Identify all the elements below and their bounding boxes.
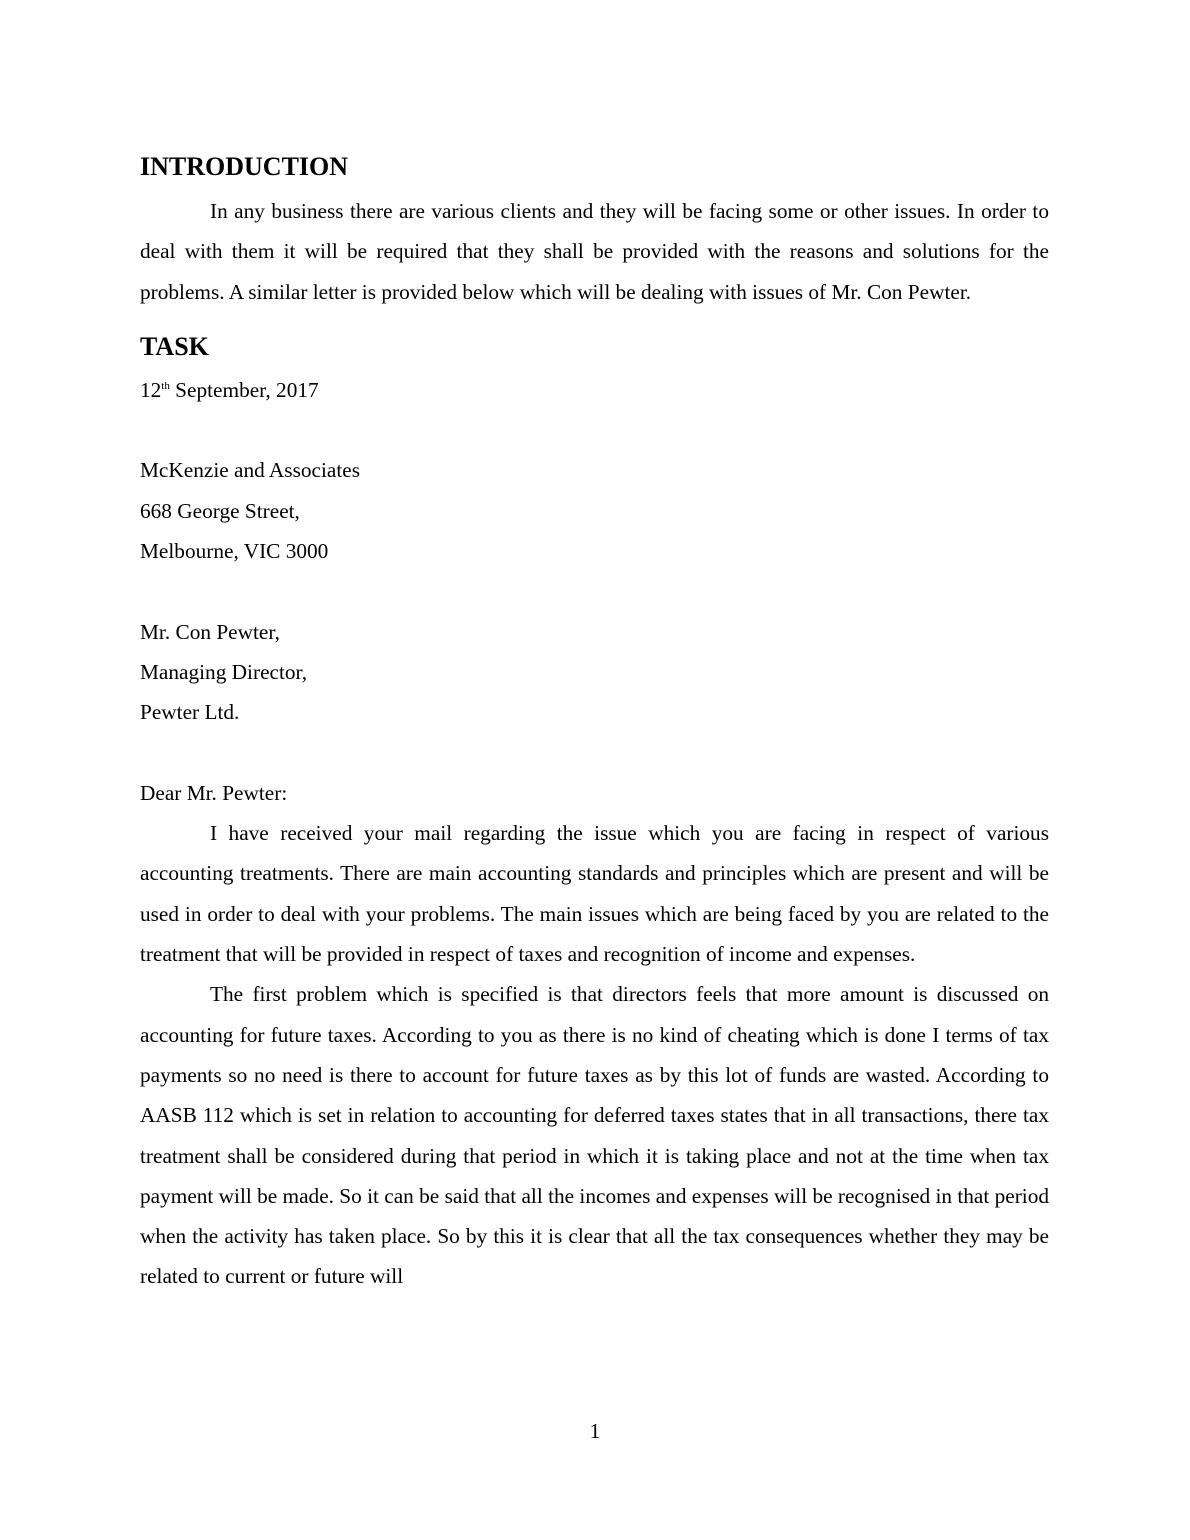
introduction-heading: INTRODUCTION bbox=[140, 152, 349, 181]
spacer bbox=[140, 410, 1049, 450]
sender-city: Melbourne, VIC 3000 bbox=[140, 539, 329, 564]
recipient-company: Pewter Ltd. bbox=[140, 700, 240, 725]
letter-salutation: Dear Mr. Pewter: bbox=[140, 780, 288, 805]
letter-paragraph: I have received your mail regarding the issue which you are facing in respect of various accounting treatments. There are main accounting standards and principles which are present and will be used in order to deal with your problems. The main issues which are being faced by you are related to the treatment that will be provided in respect of taxes and recognition of income and expenses. bbox=[140, 821, 1049, 967]
letter-date bbox=[140, 370, 1049, 410]
page-number: 1 bbox=[589, 1419, 601, 1443]
sender-street: 668 George Street, bbox=[140, 498, 300, 523]
date-month-year: September, 2017 bbox=[169, 377, 319, 402]
date-suffix: th bbox=[161, 379, 170, 392]
spacer bbox=[140, 571, 1049, 611]
document-body bbox=[140, 150, 1049, 1297]
task-heading: TASK bbox=[140, 331, 209, 361]
spacer bbox=[140, 733, 1049, 773]
sender-name: McKenzie and Associates bbox=[140, 458, 360, 483]
recipient-title: Managing Director, bbox=[140, 659, 308, 684]
letter-paragraph: The first problem which is specified is that directors feels that more amount is discussed on accounting for future taxes. According to you as there is no kind of cheating which is done I terms of tax payments so no need is there to account for future taxes as by this lot of funds are wasted. According to AASB 112 which is set in relation to accounting for deferred taxes states that in all transactions, there tax treatment shall be considered during that period in which it is taking place and not at the time when tax payment will be made. So it can be said that all the incomes and expenses will be recognised in that period when the activity has taken place. So by this it is clear that all the tax consequences whether they may be related to current or future will bbox=[140, 982, 1050, 1289]
date-day: 12 bbox=[140, 377, 162, 402]
introduction-paragraph: In any business there are various clients and they will be facing some or other issues. In order to deal with them it will be required that they shall be provided with the reasons and solutions for the problems. A similar letter is provided below which will be dealing with issues of Mr. Con Pewter. bbox=[140, 199, 1049, 304]
recipient-name: Mr. Con Pewter, bbox=[140, 619, 280, 644]
